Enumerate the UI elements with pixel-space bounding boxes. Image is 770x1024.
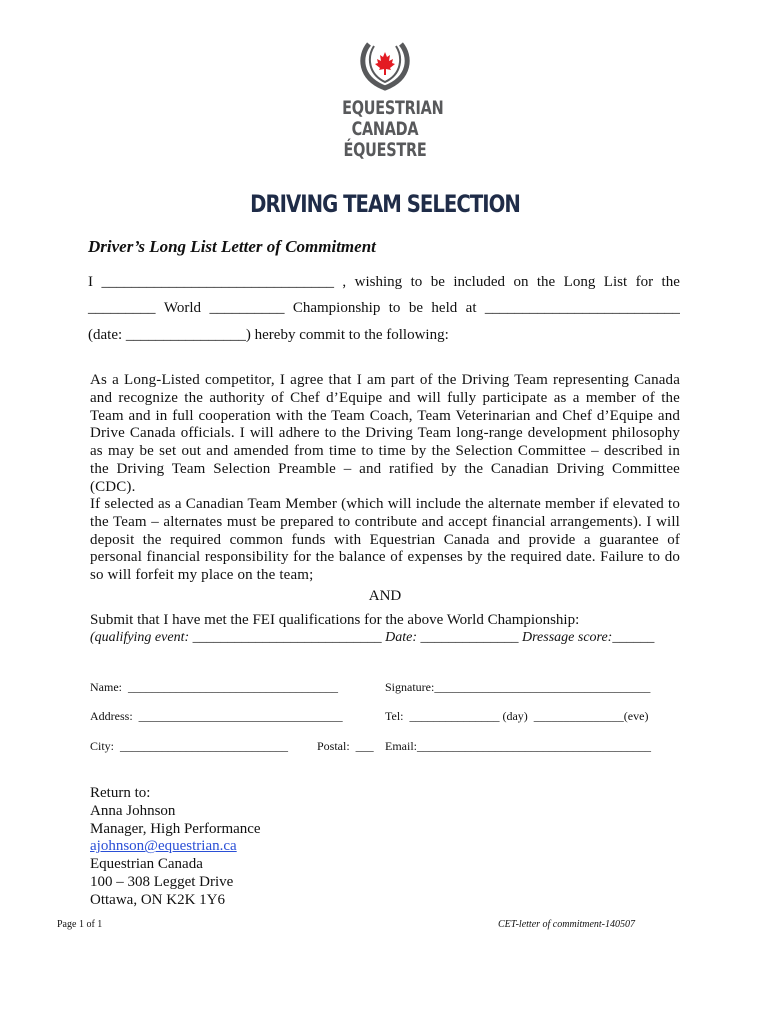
- intro-word: to: [388, 300, 401, 316]
- contact-name: Anna Johnson: [90, 802, 176, 819]
- logo-wordmark: [342, 98, 444, 161]
- intro-word: held: [431, 300, 458, 316]
- year-blank: _________: [88, 300, 156, 316]
- and-conjunction: AND: [368, 588, 402, 604]
- intro-word: List: [603, 274, 628, 290]
- paragraph-team-member: If selected as a Canadian Team Member (which will include the alternate member if elevated to the Team – alternates must be prepared to contribute and accept financial arrangements). I will deposit the required common funds with Equestrian Canada and provide a guarantee of personal financial responsibility for the balance of expenses by the required date. Failure to do so will forfeit my place on the team;: [90, 496, 680, 584]
- intro-word: I: [88, 274, 93, 290]
- intro-word: World: [163, 300, 202, 316]
- intro-word: ,: [342, 274, 347, 290]
- intro-word: the: [536, 274, 556, 290]
- name-blank: _______________________________: [101, 274, 334, 290]
- document-title: DRIVING TEAM SELECTION: [250, 190, 520, 218]
- intro-word: wishing: [354, 274, 403, 290]
- city-postal: Ottawa, ON K2K 1Y6: [90, 891, 225, 908]
- intro-word: the: [661, 274, 680, 290]
- horseshoe-maple-leaf-icon: [355, 40, 415, 92]
- intro-line-1: [88, 274, 680, 291]
- intro-word: on: [513, 274, 529, 290]
- contact-position: Manager, High Performance: [90, 820, 261, 837]
- equestrian-canada-logo: [330, 40, 444, 161]
- paragraph-long-list: As a Long-Listed competitor, I agree that I am part of the Driving Team representing Canada and recognize the authority of Chef d’Equipe and will fully participate as a member of the Team and in full cooperation with the Team Coach, Team Veterinarian and Chef d’Equipe and Drive Canada officials. I will adhere to the Driving Team long-range development philosophy as may be set out and amended from time to time by the Selection Committee – described in the Driving Team Selection Preamble – and ratified by the Canadian Driving Committee (CDC).: [90, 372, 680, 495]
- intro-word: be: [430, 274, 445, 290]
- intro-word: be: [408, 300, 424, 316]
- tel-field[interactable]: Tel: _______________ (day) _______________(eve): [385, 709, 649, 723]
- postal-field[interactable]: Postal: ___: [317, 739, 374, 753]
- page-number: Page 1 of 1: [57, 919, 103, 930]
- return-label: Return to:: [90, 785, 151, 801]
- intro-line-3: (date: ________________) hereby commit to the following:: [88, 327, 449, 343]
- location-blank: __________________________: [484, 300, 680, 316]
- return-address-block: [90, 785, 261, 910]
- document-subtitle: Driver’s Long List Letter of Commitment: [88, 237, 376, 256]
- city-field[interactable]: City: ____________________________: [90, 739, 289, 753]
- contact-email-link[interactable]: ajohnson@equestrian.ca: [90, 838, 237, 855]
- intro-word: Championship: [292, 300, 381, 316]
- signature-field[interactable]: Signature:____________________________________: [385, 680, 651, 694]
- email-field[interactable]: Email:_______________________________________: [385, 739, 651, 753]
- document-id: CET-letter of commitment-140507: [498, 919, 636, 930]
- logo-line-1: EQUESTRIAN: [342, 98, 444, 119]
- intro-word: included: [453, 274, 505, 290]
- organization-name: Equestrian Canada: [90, 856, 203, 873]
- intro-line-2: [88, 300, 680, 317]
- name-field[interactable]: Name: ___________________________________: [90, 680, 338, 694]
- fei-statement: Submit that I have met the FEI qualifications for the above World Championship:: [90, 612, 580, 628]
- qualifying-event-line: (qualifying event: ___________________________ Date: ______________ Dressage score:______: [90, 630, 655, 645]
- intro-word: for: [635, 274, 654, 290]
- logo-line-3: ÉQUESTRE: [343, 140, 427, 161]
- address-field[interactable]: Address: __________________________________: [90, 709, 343, 723]
- intro-word: Long: [563, 274, 596, 290]
- discipline-blank: __________: [209, 300, 285, 316]
- street-address: 100 – 308 Legget Drive: [90, 873, 234, 890]
- intro-word: to: [410, 274, 423, 290]
- logo-line-2: CANADA: [351, 119, 419, 140]
- intro-word: at: [465, 300, 477, 316]
